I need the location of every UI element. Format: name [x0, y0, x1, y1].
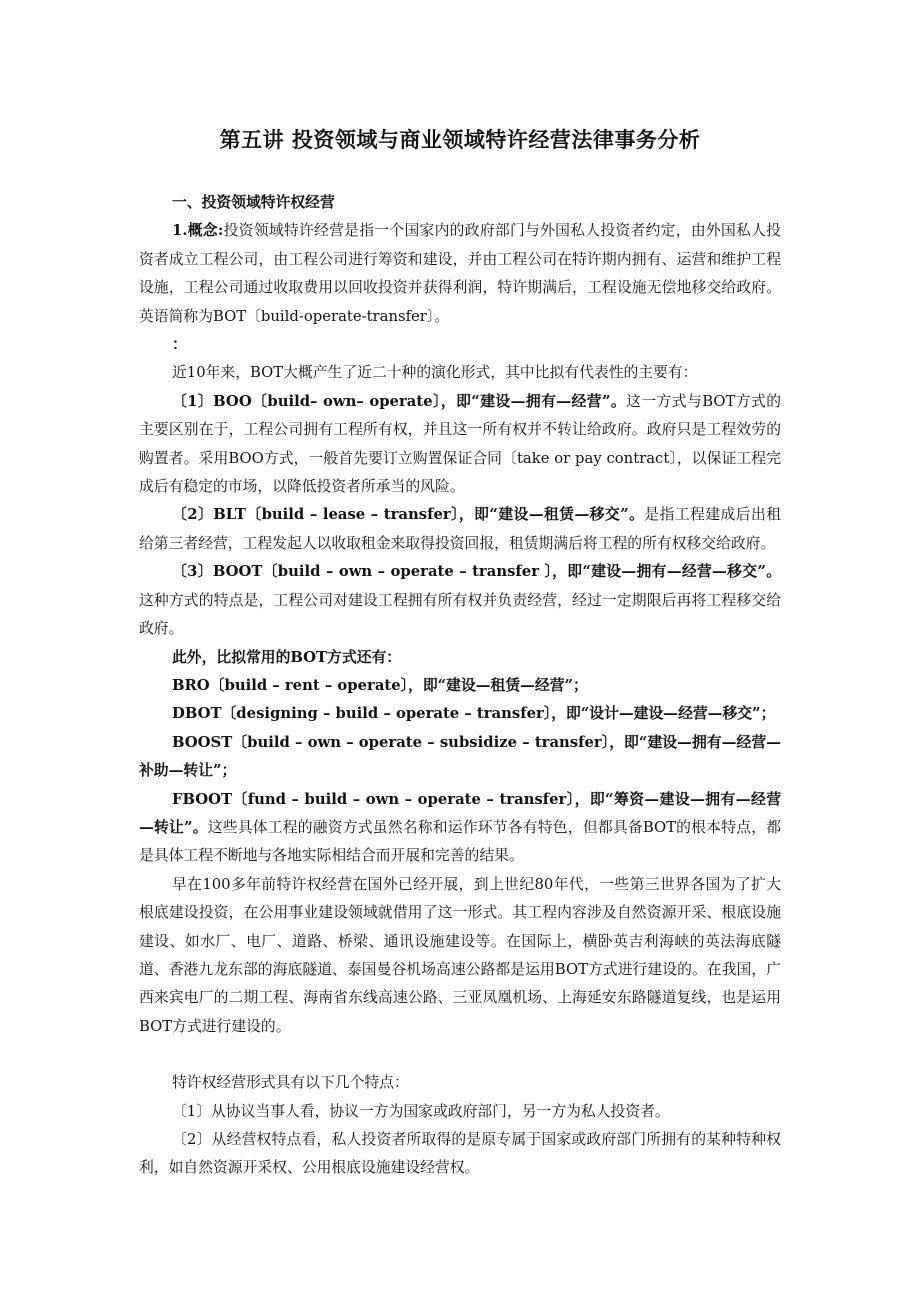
form-fboot	[139, 786, 781, 871]
form-bro: BRO〔build – rent – operate〕，即“建设—租赁—经营”；	[172, 676, 588, 694]
item-boot-text: 这种方式的特点是，工程公司对建设工程拥有所有权并负责经营，经过一定期限后再将工程移交给政府。	[139, 591, 781, 638]
feature-2: 〔2〕从经营权特点看，私人投资者所取得的是原专属于国家或政府部门所拥有的某种特种权利，如自然资源开采权、公用根底设施建设经营权。	[139, 1131, 781, 1177]
features-intro: 特许权经营形式具有以下几个特点：	[172, 1074, 409, 1092]
item-blt	[139, 501, 781, 558]
section-heading: 一、投资领域特许权经营	[172, 194, 335, 211]
concept-text: 投资领域特许经营是指一个国家内的政府部门与外国私人投资者约定，由外国私人投资者成立工程公司，由工程公司进行筹资和建设，并由工程公司在特许期内拥有、运营和维护工程设施，工程公司通过收取费用以回收投资并获得利润，特许期满后，工程设施无偿地移交给政府。英语简称为BOT〔build-operate-transfer〕。	[139, 222, 781, 325]
page-title: 第五讲 投资领域与商业领域特许经营法律事务分析	[219, 127, 701, 152]
intro-paragraph: 近10年来，BOT大概产生了近二十种的演化形式，其中比拟有代表性的主要有：	[172, 364, 698, 382]
other-forms-intro: 此外，比拟常用的BOT方式还有：	[172, 648, 402, 666]
form-fboot-title: FBOOT〔fund – build – own – operate – transfer〕，即“筹资—建设—拥有—经营—转让”。	[139, 790, 781, 836]
item-boo	[139, 388, 781, 502]
concept-label: 1.概念:	[172, 222, 224, 240]
item-boot-title: 〔3〕BOOT〔build – own – operate – transfer 〕，即“建设—拥有—经营—移交”。	[172, 563, 781, 581]
item-boo-title: 〔1〕BOO〔build– own– operate〕，即“建设—拥有—经营”。	[172, 392, 627, 410]
concept-paragraph	[139, 217, 781, 331]
item-blt-text: 是指工程建成后出租给第三者经营，工程发起人以收取租金来取得投资回报，租赁期满后将工程的所有权移交给政府。	[139, 506, 781, 552]
feature-1: 〔1〕从协议当事人看，协议一方为国家或政府部门，另一方为私人投资者。	[172, 1102, 670, 1120]
document-body	[139, 189, 781, 1183]
item-blt-title: 〔2〕BLT〔build – lease – transfer〕，即“建设—租赁—移交”。	[172, 506, 645, 524]
spacer	[139, 1041, 781, 1069]
form-boost: BOOST〔build – own – operate – subsidize – transfer〕，即“建设—拥有—经营—补助—转让”；	[139, 733, 781, 780]
form-fboot-text: 这些具体工程的融资方式虽然名称和运作环节各有特色，但都具备BOT的根本特点，都是具体工程不断地与各地实际相结合而开展和完善的结果。	[139, 818, 781, 865]
form-dbot: DBOT〔designing – build – operate – transfer〕，即“设计—建设—经营—移交”；	[172, 705, 776, 723]
history-paragraph: 早在100多年前特许权经营在国外已经开展，到上世纪80年代，一些第三世界各国为了扩大根底建设投资，在公用事业建设领域就借用了这一形式。其工程内容涉及自然资源开采、根底设施建设、如水厂、电厂、道路、桥梁、通讯设施建设等。在国际上，横卧英吉利海峡的英法海底隧道、香港九龙东部的海底隧道、泰国曼谷机场高速公路都是运用BOT方式进行建设的。在我国，广西来宾电厂的二期工程、海南省东线高速公路、三亚凤凰机场、上海延安东路隧道复线，也是运用BOT方式进行建设的。	[139, 875, 781, 1035]
item-boo-text: 这一方式与BOT方式的主要区别在于，工程公司拥有工程所有权，并且这一所有权并不转让给政府。政府只是工程效劳的购置者。采用BOO方式，一般首先要订立购置保证合同〔take or pay contract〕，以保证工程完成后有稳定的市场，以降低投资者所承当的风险。	[139, 392, 781, 496]
item-boot	[139, 558, 781, 643]
colon-line: ：	[172, 336, 187, 354]
